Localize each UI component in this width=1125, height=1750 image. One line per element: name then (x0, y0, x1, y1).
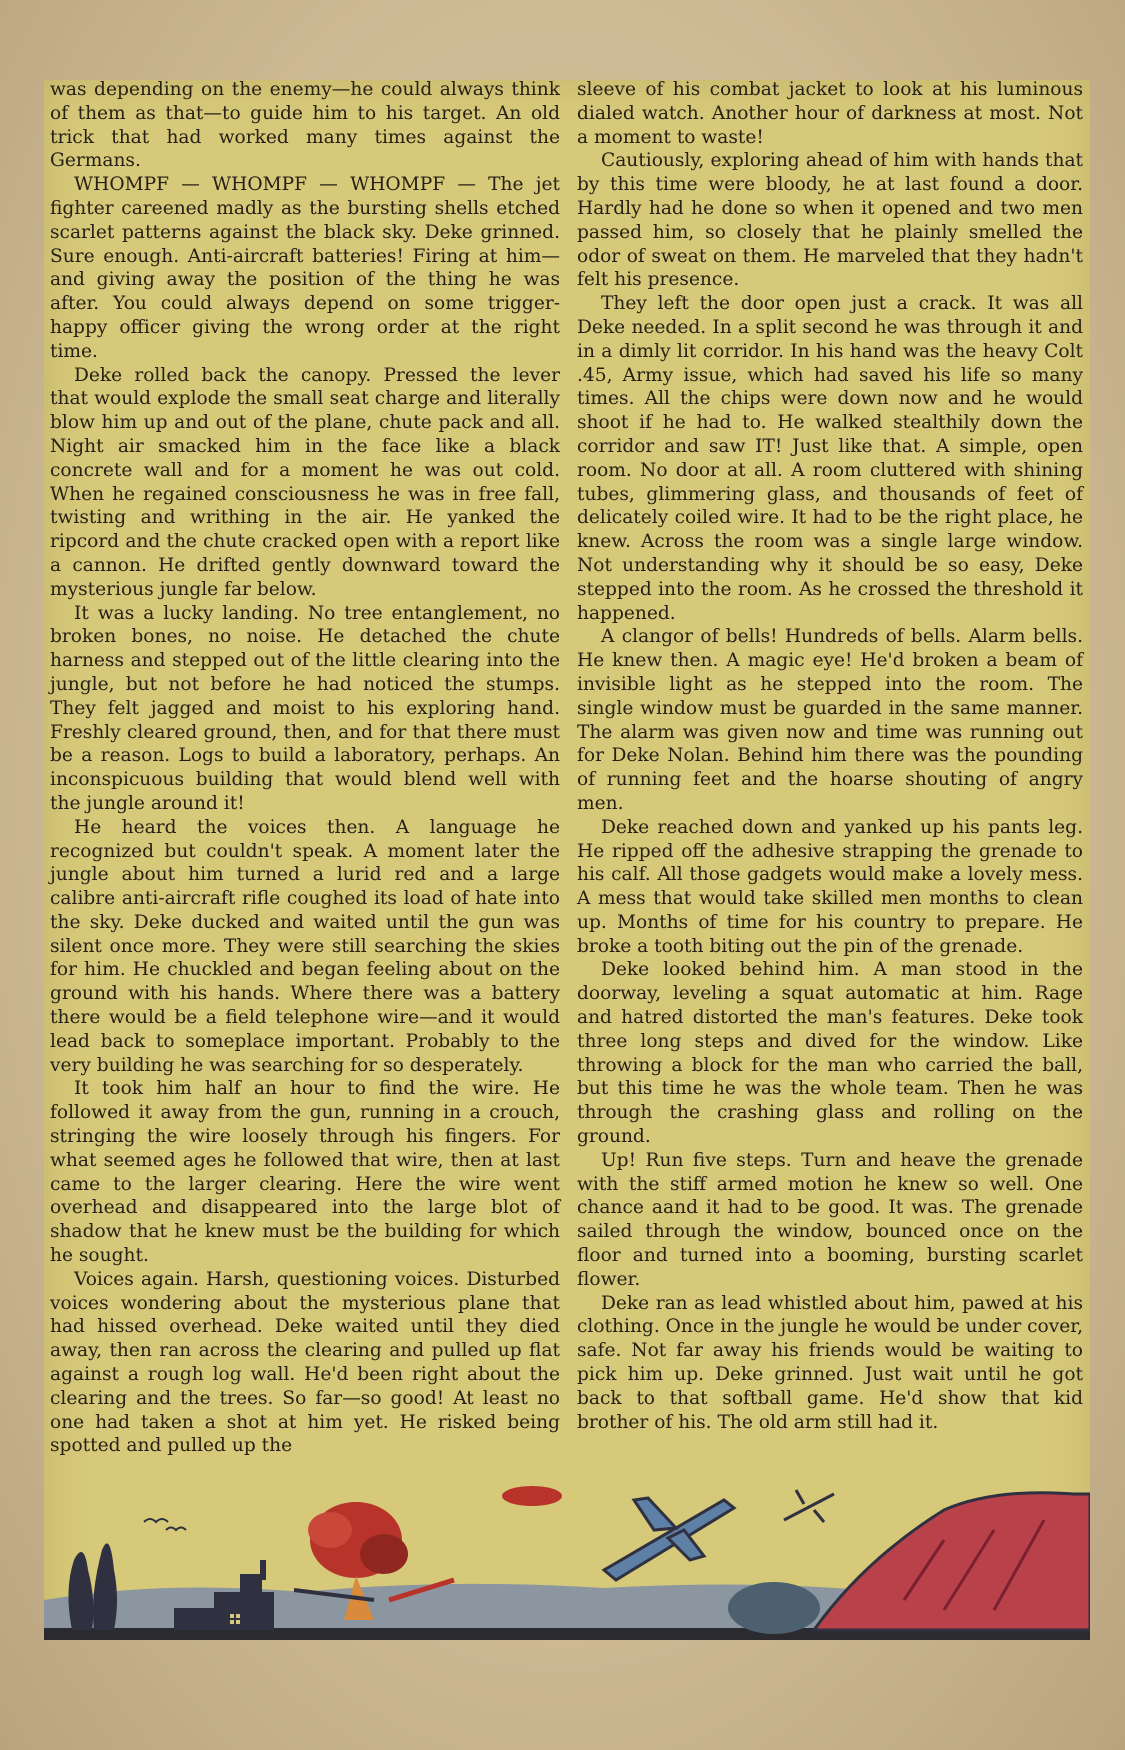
tree-icon (68, 1543, 117, 1630)
paragraph: A clangor of bells! Hundreds of bells. Alarm bells. He knew then. A magic eye! He'd broken a beam of invisible light as he stepped into the room. The single window must be guarded in the same manner. The alarm was given now and time was running out for Deke Nolan. Behind him there was the pounding of running feet and the hoarse shouting of angry men. (577, 626, 1083, 814)
paragraph: was depending on the enemy—he could always think of them as that—to guide him to his target. An old trick that had worked many times against the Germans. (50, 79, 560, 172)
paragraph: Deke looked behind him. A man stood in the doorway, leveling a squat automatic at him. Rage and hatred distorted the man's features. Deke took three long steps and dived for the window. Like throwing a block for the man who carried the ball, but this time he was the whole team. Then he was through the crashing glass and rolling on the ground. (577, 959, 1083, 1148)
story-left-column (50, 78, 560, 1458)
paragraph: Deke ran as lead whistled about him, pawed at his clothing. Once in the jungle he would be under cover, safe. Not far away his friends would be waiting to pick him up. Deke grinned. Just wait until he got back to that softball game. He'd show that kid brother of his. The old arm still had it. (577, 1292, 1083, 1433)
flak-burst-icon (502, 1486, 562, 1506)
jet-plane-icon (604, 1498, 734, 1580)
paragraph: It took him half an hour to find the wire. He followed it away from the gun, running in a crouch, stringing the wire loosely through his fingers. For what seemed ages he followed that wire, then at last came to the larger clearing. Here the wire went overhead and disappeared into the large blot of shadow that he knew must be the building for which he sought. (50, 1078, 560, 1267)
bird-icon (144, 1519, 186, 1530)
hill-icon (814, 1493, 1090, 1630)
paragraph: Cautiously, exploring ahead of him with hands that by this time were bloody, he at last found a door. Hardly had he done so when it opened and two men passed him, so closely that he plainly smelled the odor of sweat on them. He marveled that they hadn't felt his presence. (577, 150, 1083, 291)
paragraph: Up! Run five steps. Turn and heave the grenade with the stiff armed motion he knew so well. One chance aand it had to be good. It was. The grenade sailed through the window, bounced once on the floor and turned into a booming, bursting scarlet flower. (577, 1149, 1083, 1290)
bush-icon (728, 1582, 820, 1634)
story-right-column (577, 78, 1083, 1434)
jungle-battle-illustration (44, 1480, 1090, 1640)
distant-plane-icon (784, 1490, 834, 1522)
paragraph: He heard the voices then. A language he recognized but couldn't speak. A moment later the jungle about him turned a lurid red and a large calibre anti-aircraft rifle coughed its load of hate into the sky. Deke ducked and waited until the gun was silent once more. They were still searching the skies for him. He chuckled and began feeling about on the ground with his hands. Where there was a battery there would be a field telephone wire—and it would lead back to someplace important. Probably to the very building he was searching for so desperately. (50, 816, 560, 1076)
paragraph: Deke reached down and yanked up his pants leg. He ripped off the adhesive strapping the grenade to his calf. All those gadgets would make a lovely mess. A mess that would take skilled men months to clean up. Months of time for his country to prepare. He broke a tooth biting out the pin of the grenade. (577, 816, 1083, 957)
paragraph: WHOMPF — WHOMPF — WHOMPF — The jet fighter careened madly as the bursting shells etched scarlet patterns against the black sky. Deke grinned. Sure enough. Anti-aircraft batteries! Firing at him—and giving away the position of the thing he was after. You could always depend on some trigger-happy officer giving the wrong order at the right time. (50, 174, 560, 362)
paragraph: sleeve of his combat jacket to look at his luminous dialed watch. Another hour of darkness at most. Not a moment to waste! (577, 79, 1083, 148)
paragraph: Voices again. Harsh, questioning voices. Disturbed voices wondering about the mysterious plane that had hissed overhead. Deke waited until they died away, then ran across the clearing and pulled up flat against a rough log wall. He'd been right about the clearing and the trees. So far—so good! At least no one had taken a shot at him yet. He risked being spotted and pulled up the (50, 1268, 560, 1457)
paragraph: They left the door open just a crack. It was all Deke needed. In a split second he was through it and in a dimly lit corridor. In his hand was the heavy Colt .45, Army issue, which had saved his life so many times. All the chips were down now and he would shoot if he had to. He walked stealthily down the corridor and saw IT! Just like that. A simple, open room. No door at all. A room cluttered with shining tubes, glimmering glass, and thousands of feet of delicately coiled wire. It had to be the right place, he knew. Across the room was a single large window. Not understanding why it should be so easy, Deke stepped into the room. As he crossed the threshold it happened. (577, 293, 1083, 624)
paragraph: It was a lucky landing. No tree entanglement, no broken bones, no noise. He detached the chute harness and stepped out of the little clearing into the jungle, but not before he had noticed the stumps. They felt jagged and moist to his exploring hand. Freshly cleared ground, then, and for that there must be a reason. Logs to build a laboratory, perhaps. An inconspicuous building that would blend well with the jungle around it! (50, 602, 560, 814)
paragraph: Deke rolled back the canopy. Pressed the lever that would explode the small seat charge and literally blow him up and out of the plane, chute pack and all. Night air smacked him in the face like a black concrete wall and for a moment he was out cold. When he regained consciousness he was in free fall, twisting and writhing in the air. He yanked the ripcord and the chute cracked open with a report like a cannon. He drifted gently downward toward the mysterious jungle far below. (50, 364, 560, 600)
